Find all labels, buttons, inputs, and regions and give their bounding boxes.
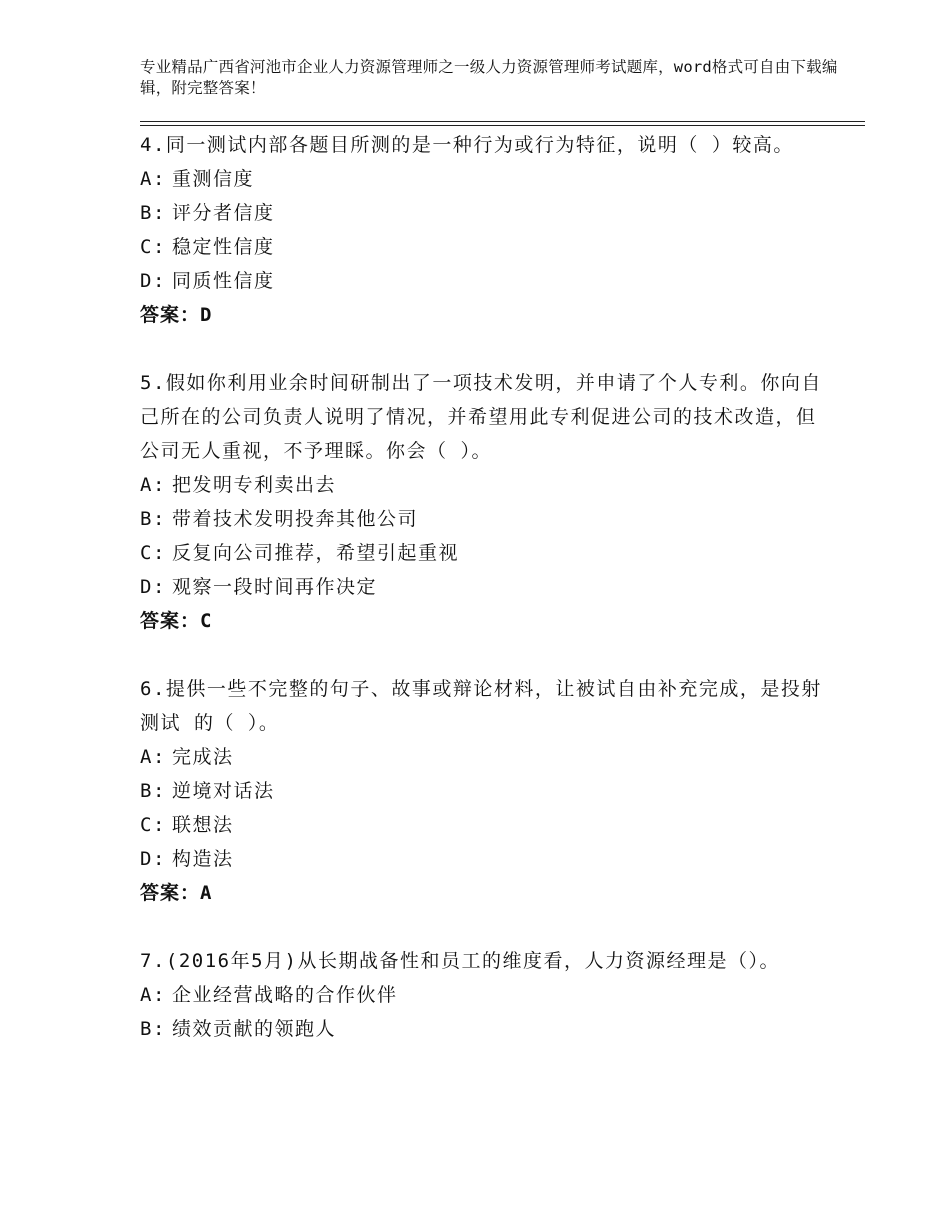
option-text: 重测信度 [172, 168, 255, 190]
answer-label: 答案：D [140, 304, 213, 326]
option-text: 观察一段时间再作决定 [172, 576, 378, 598]
question-4 [140, 128, 830, 332]
option-key: B: [140, 202, 166, 224]
option-d [140, 842, 830, 876]
option-key: B: [140, 508, 166, 530]
option-text: 稳定性信度 [172, 236, 275, 258]
header-divider [140, 121, 865, 122]
spacer [140, 910, 830, 944]
option-key: C: [140, 542, 166, 564]
spacer [140, 638, 830, 672]
question-6 [140, 672, 830, 910]
option-c [140, 808, 830, 842]
option-key: D: [140, 576, 166, 598]
option-key: D: [140, 270, 166, 292]
header-divider-secondary [140, 125, 865, 126]
question-5 [140, 366, 830, 638]
question-7 [140, 944, 830, 1046]
option-text: 同质性信度 [172, 270, 275, 292]
option-key: A: [140, 746, 166, 768]
spacer [140, 332, 830, 366]
option-key: A: [140, 984, 166, 1006]
question-text: 6.提供一些不完整的句子、故事或辩论材料，让被试自由补充完成，是投射测试 的（ ）。 [140, 678, 822, 734]
option-text: 评分者信度 [172, 202, 275, 224]
option-text: 反复向公司推荐，希望引起重视 [172, 542, 460, 564]
option-c [140, 230, 830, 264]
question-text: 7.(2016年5月)从长期战备性和员工的维度看，人力资源经理是（）。 [140, 950, 780, 972]
answer-label: 答案：A [140, 882, 213, 904]
option-key: B: [140, 1018, 166, 1040]
option-text: 联想法 [172, 814, 234, 836]
option-text: 企业经营战略的合作伙伴 [172, 984, 398, 1006]
option-text: 把发明专利卖出去 [172, 474, 337, 496]
option-c [140, 536, 830, 570]
option-text: 逆境对话法 [172, 780, 275, 802]
answer-label: 答案：C [140, 610, 213, 632]
option-text: 构造法 [172, 848, 234, 870]
option-key: C: [140, 814, 166, 836]
option-b [140, 1012, 830, 1046]
question-text: 5.假如你利用业余时间研制出了一项技术发明，并申请了个人专利。你向自己所在的公司负责人说明了情况，并希望用此专利促进公司的技术改造，但公司无人重视，不予理睬。你会（ ）。 [140, 372, 822, 462]
question-text: 4.同一测试内部各题目所测的是一种行为或行为特征，说明（ ）较高。 [140, 134, 794, 156]
option-key: C: [140, 236, 166, 258]
option-d [140, 264, 830, 298]
option-b [140, 774, 830, 808]
option-key: A: [140, 168, 166, 190]
option-a [140, 740, 830, 774]
question-list [140, 128, 830, 1046]
document-header: 专业精品广西省河池市企业人力资源管理师之一级人力资源管理师考试题库，word格式可自由下载编辑，附完整答案！ [140, 58, 838, 97]
option-a [140, 978, 830, 1012]
option-text: 完成法 [172, 746, 234, 768]
option-d [140, 570, 830, 604]
option-text: 绩效贡献的领跑人 [172, 1018, 337, 1040]
option-b [140, 196, 830, 230]
option-key: B: [140, 780, 166, 802]
option-a [140, 162, 830, 196]
option-text: 带着技术发明投奔其他公司 [172, 508, 419, 530]
option-a [140, 468, 830, 502]
option-key: D: [140, 848, 166, 870]
option-b [140, 502, 830, 536]
option-key: A: [140, 474, 166, 496]
